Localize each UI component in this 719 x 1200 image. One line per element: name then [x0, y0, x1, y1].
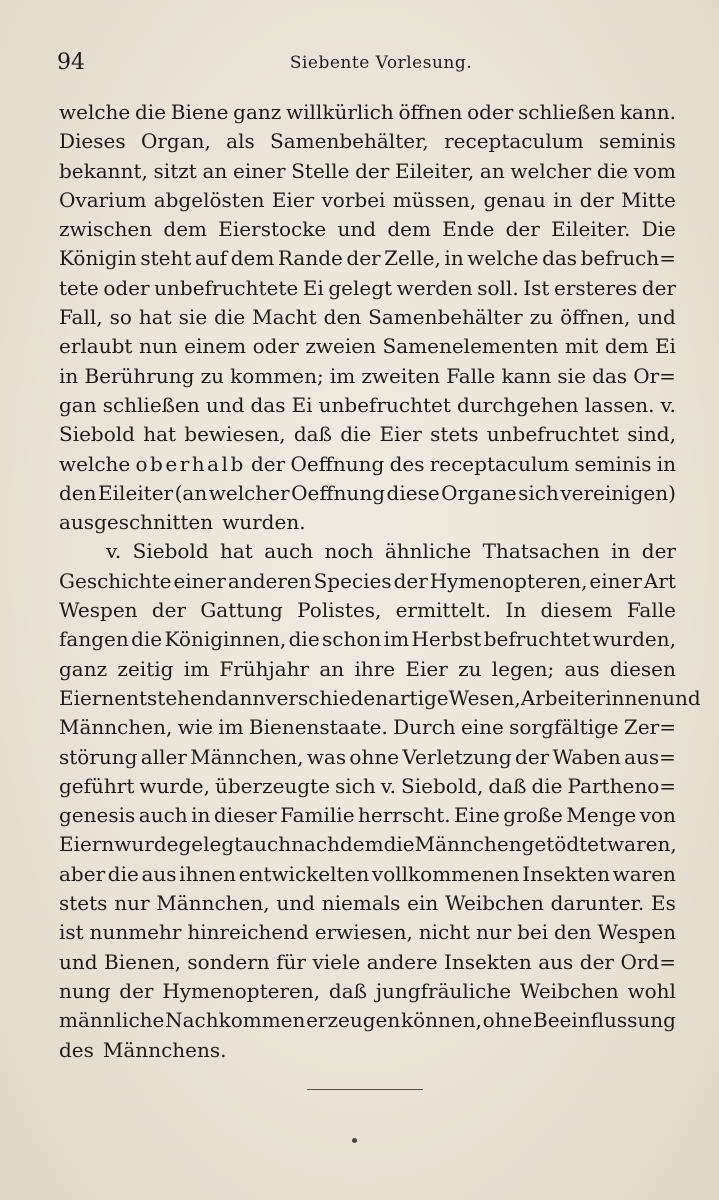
- text-line: Königin steht auf dem Rande der Zelle, in welche das befruch=: [59, 246, 676, 271]
- text-line: Fall, so hat sie die Macht den Samenbehälter zu öffnen, und: [59, 305, 676, 330]
- text-line: Männchen, wie im Bienenstaate. Durch eine sorgfältige Zer=: [59, 715, 676, 740]
- text-line: Wespen der Gattung Polistes, ermittelt. In diesem Falle: [59, 598, 676, 623]
- text-line: ausgeschnitten wurden.: [59, 510, 306, 535]
- text-line: des Männchens.: [59, 1037, 227, 1062]
- text-line: zwischen dem Eierstocke und dem Ende der Eileiter. Die: [59, 217, 676, 242]
- page-dot: [352, 1138, 357, 1143]
- text-line: aber die aus ihnen entwickelten vollkommenen Insekten waren: [59, 861, 676, 886]
- text-line: den Eileiter (an welcher Oeffnung diese Organe sich vereinigen): [59, 480, 676, 505]
- text-line: bekannt, sitzt an einer Stelle der Eileiter, an welcher die vom: [59, 158, 676, 183]
- text-line: genesis auch in dieser Familie herrscht. Eine große Menge von: [59, 803, 676, 828]
- text-line: Siebold hat bewiesen, daß die Eier stets unbefruchtet sind,: [59, 422, 676, 447]
- running-head: Siebente Vorlesung.: [289, 53, 473, 73]
- text-line: störung aller Männchen, was ohne Verletzung der Waben aus=: [59, 744, 676, 769]
- text-line: Ovarium abgelösten Eier vorbei müssen, genau in der Mitte: [59, 187, 676, 212]
- text-line: Geschichte einer anderen Species der Hymenopteren, einer Art: [59, 568, 676, 593]
- text-line: Dieses Organ, als Samenbehälter, receptaculum seminis: [59, 129, 676, 154]
- text-line: v. Siebold hat auch noch ähnliche Thatsachen in der: [106, 539, 676, 564]
- text-line: gan schließen und das Ei unbefruchtet durchgehen lassen. v.: [59, 392, 676, 417]
- text-line: tete oder unbefruchtete Ei gelegt werden soll. Ist ersteres der: [59, 275, 676, 300]
- body-text: [59, 98, 701, 1065]
- text-line: Eiern entstehen dann verschiedenartige Wesen, Arbeiterinnen und: [59, 685, 701, 710]
- text-line: in Berührung zu kommen; im zweiten Falle kann sie das Or=: [59, 363, 676, 388]
- page-header: [57, 50, 675, 76]
- text-line: und Bienen, sondern für viele andere Insekten aus der Ord=: [59, 949, 676, 974]
- text-line: männliche Nachkommen erzeugen können, ohne Beeinflussung: [59, 1008, 676, 1033]
- section-rule: [307, 1089, 423, 1090]
- text-line: fangen die Königinnen, die schon im Herbst befruchtet wurden,: [59, 627, 676, 652]
- text-line: nung der Hymenopteren, daß jungfräuliche Weibchen wohl: [59, 978, 676, 1003]
- text-line: welche die Biene ganz willkürlich öffnen oder schließen kann.: [59, 100, 676, 124]
- text-line: welche oberhalb der Oeffnung des receptaculum seminis in: [59, 451, 676, 476]
- text-line: erlaubt nun einem oder zweien Samenelementen mit dem Ei: [59, 334, 676, 359]
- text-line: geführt wurde, überzeugte sich v. Siebold, daß die Partheno=: [59, 773, 676, 798]
- page-number: 94: [57, 50, 85, 75]
- text-line: Eiern wurde gelegt auch nachdem die Männchen getödtet waren,: [59, 832, 677, 857]
- text-line: ist nunmehr hinreichend erwiesen, nicht nur bei den Wespen: [59, 920, 676, 945]
- text-line: ganz zeitig im Frühjahr an ihre Eier zu legen; aus diesen: [59, 656, 676, 681]
- text-line: stets nur Männchen, und niemals ein Weibchen darunter. Es: [59, 891, 676, 916]
